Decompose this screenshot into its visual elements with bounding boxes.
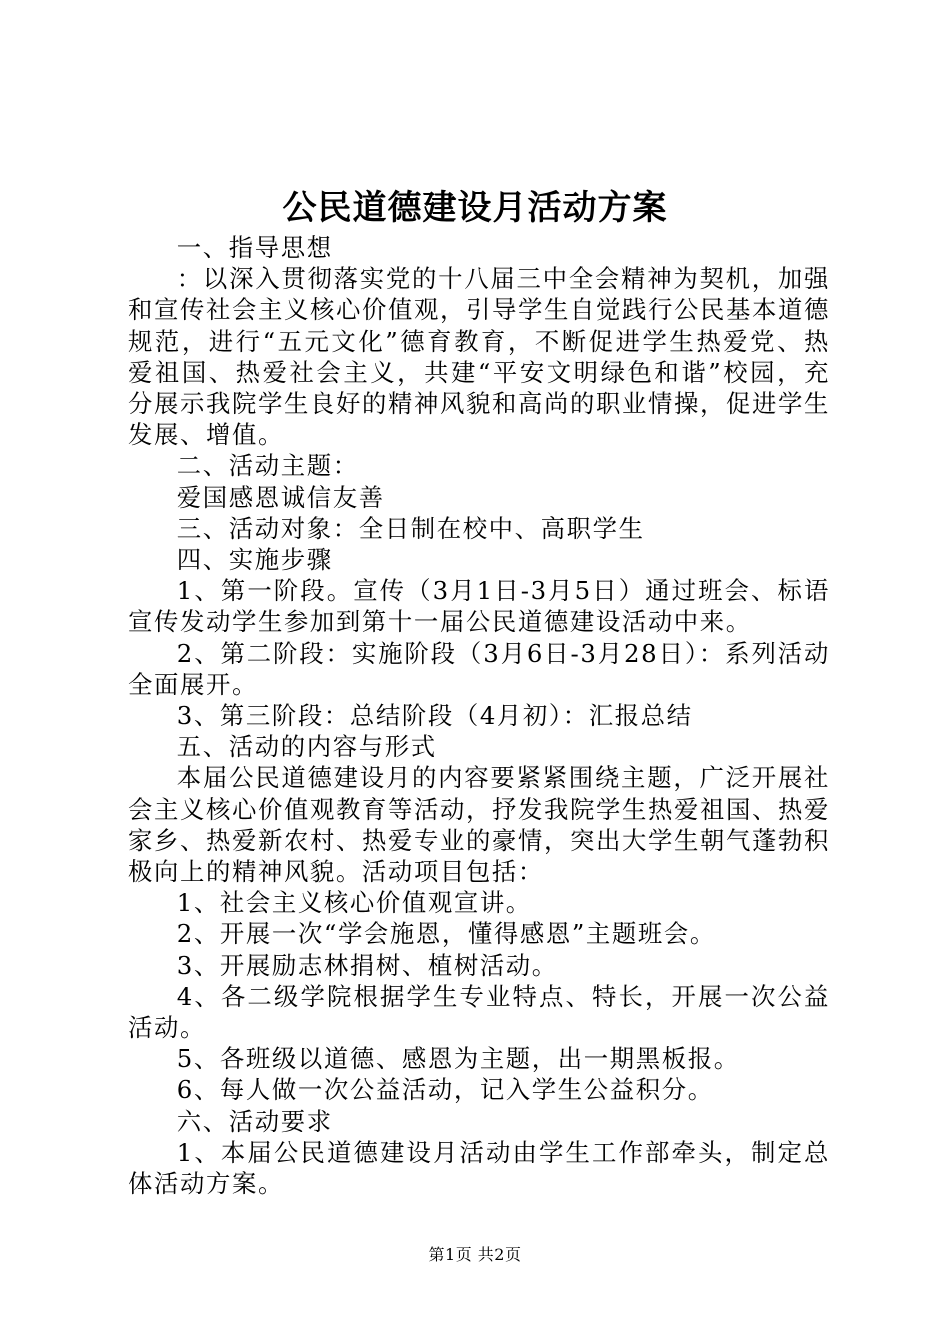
activity-item-4: 4、各二级学院根据学生专业特点、特长，开展一次公益活动。 bbox=[128, 981, 830, 1043]
paragraph-guiding-idea: ：以深入贯彻落实党的十八届三中全会精神为契机，加强和宣传社会主义核心价值观，引导学生自觉践行公民基本道德规范，进行“五元文化”德育教育，不断促进学生热爱党、热爱祖国、热爱社会主义，共建“平安文明绿色和谐”校园，充分展示我院学生良好的精神风貌和高尚的职业情操，促进学生发展、增值。 bbox=[128, 264, 830, 450]
activity-item-1: 1、社会主义核心价值观宣讲。 bbox=[176, 888, 532, 918]
section-heading-content: 五、活动的内容与形式 bbox=[176, 732, 437, 762]
step-2: 2、第二阶段：实施阶段（3月6日-3月28日）：系列活动全面展开。 bbox=[128, 638, 830, 699]
activity-item-3: 3、开展励志林捐树、植树活动。 bbox=[176, 950, 558, 980]
section-heading-requirements: 六、活动要求 bbox=[176, 1106, 333, 1136]
section-heading-steps: 四、实施步骤 bbox=[176, 545, 333, 575]
requirement-item-1: 1、本届公民道德建设月活动由学生工作部牵头，制定总体活动方案。 bbox=[128, 1137, 830, 1199]
activity-item-5: 5、各班级以道德、感恩为主题，出一期黑板报。 bbox=[176, 1044, 740, 1074]
section-heading-guiding-idea: 一、指导思想 bbox=[176, 233, 333, 262]
section-heading-theme: 二、活动主题： bbox=[176, 451, 359, 481]
activity-item-6: 6、每人做一次公益活动，记入学生公益积分。 bbox=[176, 1075, 714, 1105]
paragraph-content: 本届公民道德建设月的内容要紧紧围绕主题，广泛开展社会主义核心价值观教育等活动，抒发我院学生热爱祖国、热爱家乡、热爱新农村、热爱专业的豪情，突出大学生朝气蓬勃积极向上的精神风貌。活动项目包括： bbox=[128, 763, 830, 887]
activity-item-2: 2、开展一次“学会施恩，懂得感恩”主题班会。 bbox=[176, 919, 716, 949]
page-footer: 第1页 共2页 bbox=[428, 1245, 522, 1264]
paragraph-theme: 爱国感恩诚信友善 bbox=[176, 482, 385, 512]
document-title: 公民道德建设月活动方案 bbox=[282, 188, 668, 228]
step-3: 3、第三阶段：总结阶段（4月初）：汇报总结 bbox=[176, 701, 693, 731]
document-body bbox=[128, 232, 830, 1199]
step-1: 1、第一阶段。宣传（3月1日-3月5日）通过班会、标语宣传发动学生参加到第十一届公民道德建设活动中来。 bbox=[128, 576, 830, 637]
section-heading-audience: 三、活动对象：全日制在校中、高职学生 bbox=[176, 513, 645, 543]
